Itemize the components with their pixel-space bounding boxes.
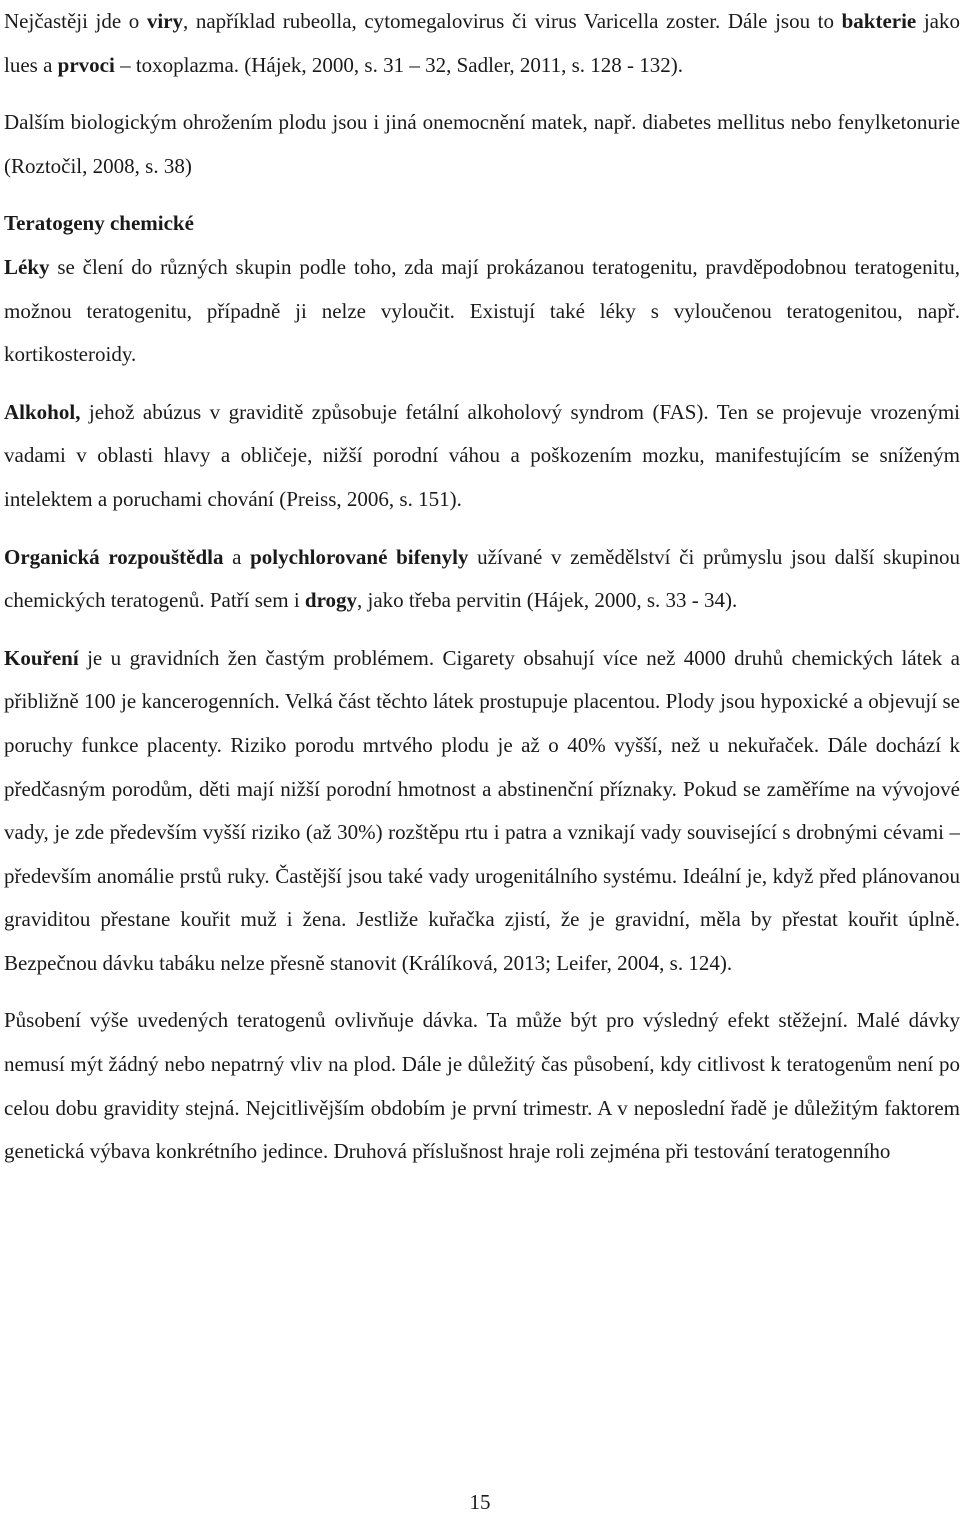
bold-term: polychlorované bifenyly (250, 544, 469, 569)
paragraph-p7 (4, 999, 960, 1173)
bold-term: Alkohol, (4, 399, 81, 424)
paragraph-p6 (4, 637, 960, 986)
paragraph-p1 (4, 0, 960, 87)
section-heading: Teratogeny chemické (4, 211, 194, 236)
text-run: Nejčastěji jde o (4, 9, 147, 33)
bold-term: drogy (304, 588, 358, 613)
text-run: a (223, 544, 251, 569)
paragraph-p4 (4, 391, 960, 522)
paragraphs-after-heading (4, 246, 960, 1174)
document-page (4, 0, 960, 1174)
spacer (4, 377, 960, 391)
spacer (4, 623, 960, 637)
bold-term: Léky (4, 254, 50, 279)
text-run: Dalším biologickým ohrožením plodu jsou i jiná onemocnění matek, např. diabetes mellitus nebo fenylketonurie (Roztočil, 2008, s. 38) (4, 110, 960, 178)
paragraphs-before-heading (4, 0, 960, 188)
spacer (4, 985, 960, 999)
text-run: , jako třeba pervitin (Hájek, 2000, s. 33 - 34). (357, 588, 738, 613)
paragraph-p2 (4, 101, 960, 188)
text-run: Působení výše uvedených teratogenů ovlivňuje dávka. Ta může být pro výsledný efekt stěžejní. Malé dávky nemusí mýt žádný nebo nepatrný vliv na plod. Dále je důležitý čas působení, kdy citlivost k teratogenům není po celou dobu gravidity stejná. Nejcitlivějším obdobím je první trimestr. A v neposlední řadě je důležitým faktorem genetická výbava konkrétního jedince. Druhová příslušnost hraje roli zejména při testování teratogenního (4, 1008, 960, 1164)
spacer (4, 87, 960, 101)
text-run: – toxoplazma. (Hájek, 2000, s. 31 – 32, Sadler, 2011, s. 128 - 132). (114, 52, 684, 77)
bold-term: prvoci (57, 52, 115, 77)
bold-term: Organická rozpouštědla (4, 544, 224, 569)
text-run: , například rubeolla, cytomegalovirus či virus Varicella zoster. Dále jsou to (183, 9, 842, 33)
text-run: jehož abúzus v graviditě způsobuje fetální alkoholový syndrom (FAS). Ten se projevuje vrozenými vadami v oblasti hlavy a obličeje, nižší porodní váhou a poškozením mozku, manifestujícím se sníženým intelektem a poruchami chování (Preiss, 2006, s. 151). (4, 399, 960, 511)
bold-term: bakterie (841, 9, 917, 33)
paragraph-p3 (4, 246, 960, 377)
text-run: se člení do různých skupin podle toho, zda mají prokázanou teratogenitu, pravděpodobnou teratogenitu, možnou teratogenitu, případně ji nelze vyloučit. Existují také léky s vyloučenou teratogenitou, např. kortikosteroidy. (4, 254, 960, 367)
bold-term: viry (146, 9, 184, 33)
paragraph-p5 (4, 536, 960, 623)
spacer (4, 188, 960, 202)
text-run: jako lues a (4, 9, 960, 77)
text-run: je u gravidních žen častým problémem. Cigarety obsahují více než 4000 druhů chemických látek a přibližně 100 je kancerogenních. Velká část těchto látek prostupuje placentou. Plody jsou hypoxické a objevují se poruchy funkce placenty. Riziko porodu mrtvého plodu je až o 40% vyšší, než u nekuřaček. Dále dochází k předčasným porodům, děti mají nižší porodní hmotnost a abstinenční příznaky. Pokud se zaměříme na vývojové vady, je zde především vyšší riziko (až 30%) rozštěpu rtu i patra a vznikají vady související s drobnými cévami – především anomálie prstů ruky. Častější jsou také vady urogenitálního systému. Ideální je, když před plánovanou graviditou přestane kouřit muž i žena. Jestliže kuřačka zjistí, že je gravidní, měla by přestat kouřit úplně. Bezpečnou dávku tabáku nelze přesně stanovit (Králíková, 2013; Leifer, 2004, s. 124). (4, 645, 960, 975)
page-number: 15 (469, 1490, 491, 1514)
text-run: užívané v zemědělství či průmyslu jsou další skupinou chemických teratogenů. Patří sem i (4, 544, 960, 613)
spacer (4, 522, 960, 536)
bold-term: Kouření (4, 645, 79, 670)
